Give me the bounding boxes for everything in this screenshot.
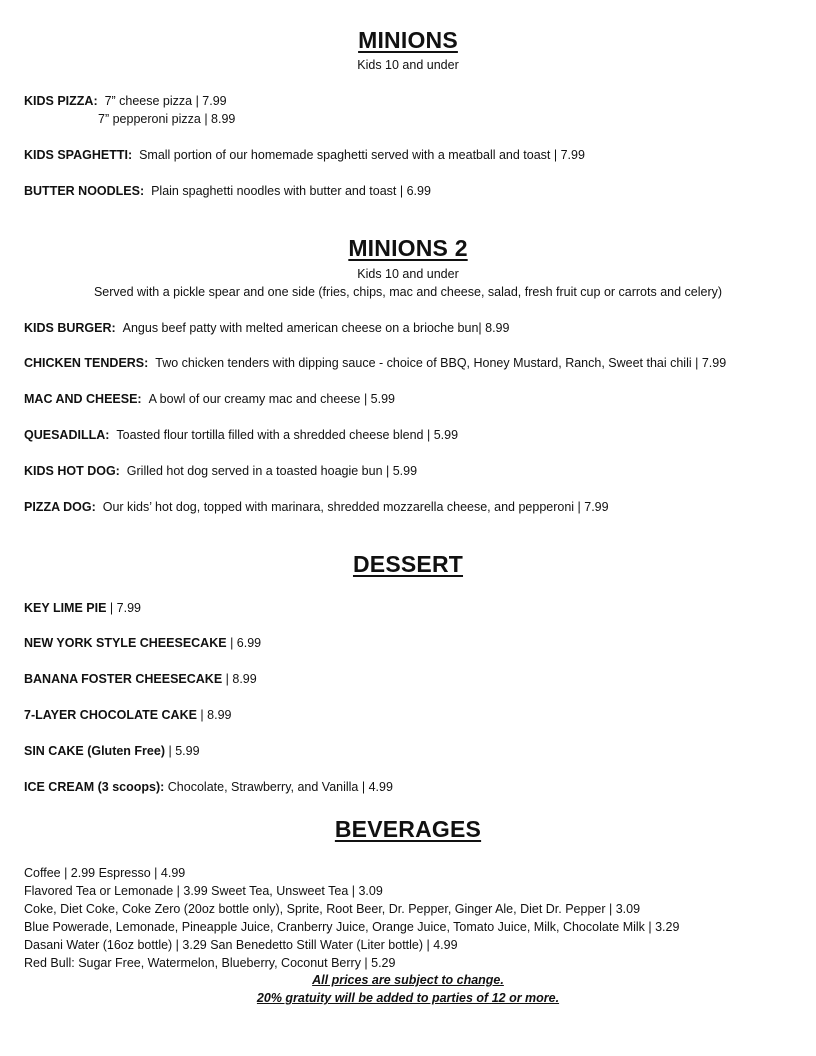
menu-item (24, 672, 257, 686)
menu-item (24, 321, 509, 335)
beverage-line: Coffee | 2.99 Espresso | 4.99 (24, 866, 186, 880)
item-desc: A bowl of our creamy mac and cheese | 5.99 (148, 392, 395, 406)
item-desc: | 8.99 (225, 672, 257, 686)
menu-item (24, 148, 585, 162)
gratuity-note: 20% gratuity will be added to parties of 12 or more. (256, 991, 560, 1005)
section-title-minions-2: MINIONS 2 (348, 235, 468, 261)
item-desc: Two chicken tenders with dipping sauce - choice of BBQ, Honey Mustard, Ranch, Sweet thai chili | 7.99 (155, 356, 727, 370)
menu-item (24, 94, 227, 108)
menu-item-continuation: 7” pepperoni pizza | 8.99 (98, 112, 236, 126)
item-desc: Our kids’ hot dog, topped with marinara, shredded mozzarella cheese, and pepperoni | 7.99 (102, 500, 609, 514)
menu-item (24, 464, 417, 478)
item-desc: Small portion of our homemade spaghetti served with a meatball and toast | 7.99 (139, 148, 585, 162)
item-desc: 7” cheese pizza | 7.99 (104, 94, 227, 108)
beverage-line: Red Bull: Sugar Free, Watermelon, Blueberry, Coconut Berry | 5.29 (24, 956, 396, 970)
menu-item (24, 708, 231, 722)
item-desc: Plain spaghetti noodles with butter and toast | 6.99 (151, 184, 431, 198)
section-title-beverages: BEVERAGES (334, 816, 482, 842)
beverage-line: Blue Powerade, Lemonade, Pineapple Juice, Cranberry Juice, Orange Juice, Tomato Juice, Milk, Chocolate Milk | 3.29 (24, 920, 680, 934)
item-desc: | 5.99 (168, 744, 200, 758)
item-name: 7-LAYER CHOCOLATE CAKE (24, 708, 197, 722)
menu-item (24, 780, 393, 794)
menu-item (24, 184, 431, 198)
item-name: KIDS SPAGHETTI: (24, 148, 133, 162)
menu-item (24, 636, 261, 650)
item-desc: | 6.99 (230, 636, 262, 650)
item-desc: | 8.99 (200, 708, 232, 722)
item-name: KIDS PIZZA: (24, 94, 98, 108)
beverage-line: Flavored Tea or Lemonade | 3.99 Sweet Tea, Unsweet Tea | 3.09 (24, 884, 383, 898)
beverage-line: Dasani Water (16oz bottle) | 3.29 San Benedetto Still Water (Liter bottle) | 4.99 (24, 938, 458, 952)
item-name: QUESADILLA: (24, 428, 110, 442)
item-desc: Toasted flour tortilla filled with a shredded cheese blend | 5.99 (116, 428, 459, 442)
item-name: KIDS BURGER: (24, 321, 116, 335)
item-desc: | 7.99 (109, 601, 141, 615)
item-desc: Chocolate, Strawberry, and Vanilla | 4.99 (167, 780, 393, 794)
item-name: CHICKEN TENDERS: (24, 356, 149, 370)
menu-item (24, 356, 726, 370)
section-title-dessert: DESSERT (352, 551, 464, 577)
menu-item (24, 500, 609, 514)
beverage-line: Coke, Diet Coke, Coke Zero (20oz bottle only), Sprite, Root Beer, Dr. Pepper, Ginger Ale, Diet Dr. Pepper | 3.09 (24, 902, 641, 916)
section-title-minions: MINIONS (358, 27, 458, 53)
item-name: MAC AND CHEESE: (24, 392, 142, 406)
item-name: KEY LIME PIE (24, 601, 107, 615)
item-name: NEW YORK STYLE CHEESECAKE (24, 636, 227, 650)
minions-subtitle: Kids 10 and under (357, 58, 459, 72)
item-name: SIN CAKE (Gluten Free) (24, 744, 165, 758)
item-name: KIDS HOT DOG: (24, 464, 120, 478)
minions2-sides-note: Served with a pickle spear and one side (fries, chips, mac and cheese, salad, fresh fruit cup or carrots and celery) (93, 285, 723, 299)
menu-item (24, 744, 200, 758)
item-name: BUTTER NOODLES: (24, 184, 145, 198)
menu-item (24, 601, 141, 615)
item-name: BANANA FOSTER CHEESECAKE (24, 672, 223, 686)
menu-item (24, 428, 458, 442)
item-desc: Grilled hot dog served in a toasted hoagie bun | 5.99 (126, 464, 418, 478)
item-desc: Angus beef patty with melted american cheese on a brioche bun| 8.99 (122, 321, 510, 335)
minions2-subtitle: Kids 10 and under (357, 267, 459, 281)
item-name: ICE CREAM (3 scoops): (24, 780, 165, 794)
price-change-note: All prices are subject to change. (312, 973, 504, 987)
menu-item (24, 392, 395, 406)
item-name: PIZZA DOG: (24, 500, 96, 514)
